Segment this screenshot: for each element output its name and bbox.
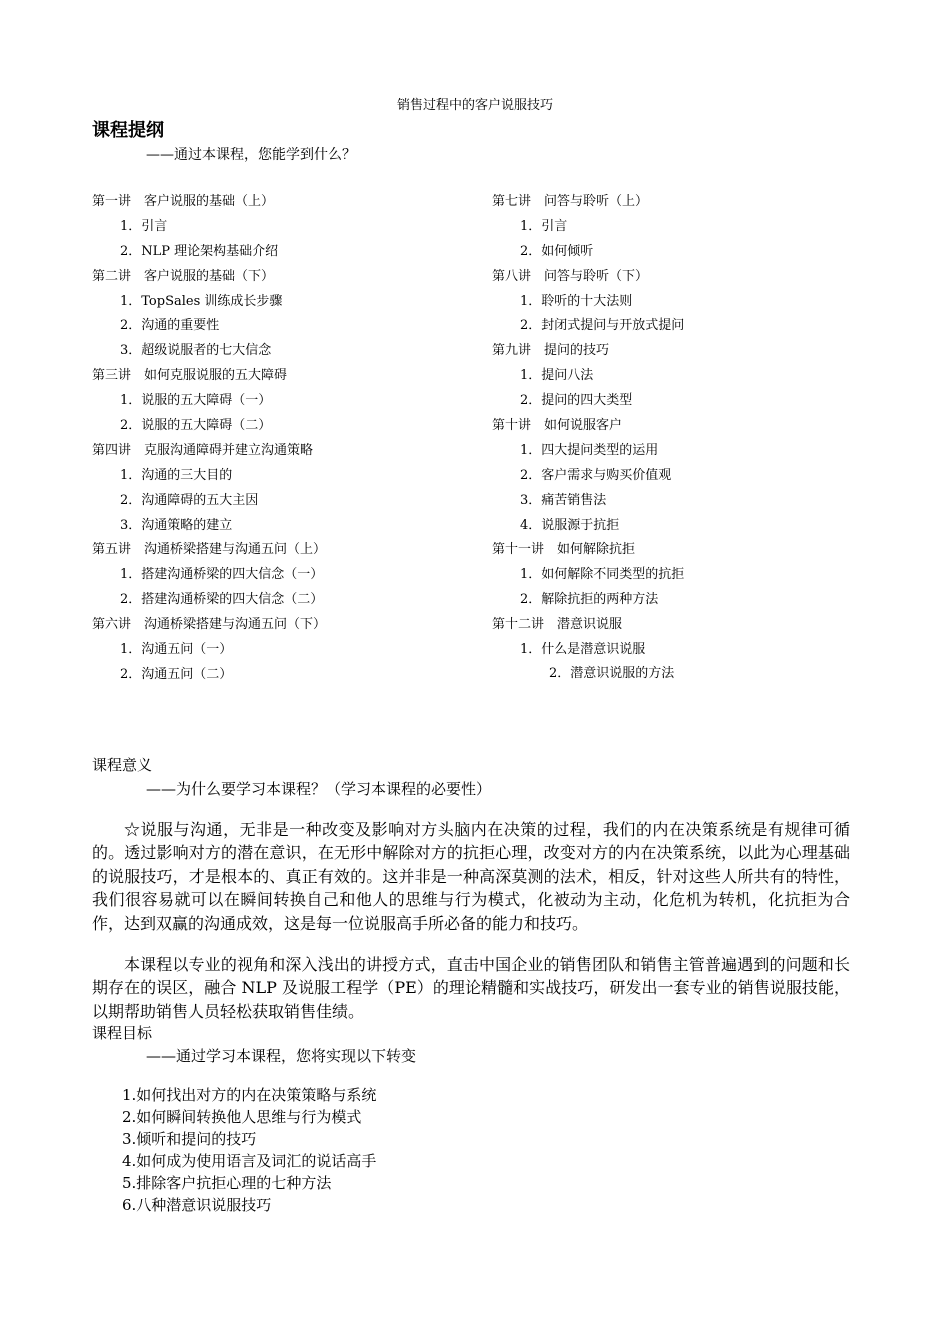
lecture-item: 2．说服的五大障碍（二） — [120, 418, 272, 434]
significance-subtitle: ——为什么要学习本课程？（学习本课程的必要性） — [146, 780, 492, 798]
lecture-item: 3．痛苦销售法 — [520, 492, 607, 508]
lecture-title: 第三讲 如何克服说服的五大障碍 — [92, 368, 288, 384]
lecture-item: 1．提问八法 — [520, 368, 594, 384]
lecture-item: 1．说服的五大障碍（一） — [120, 393, 272, 409]
document-title: 销售过程中的客户说服技巧 — [396, 98, 553, 113]
goal-item: 5.排除客户抗拒心理的七种方法 — [122, 1174, 332, 1192]
lecture-item: 2．解除抗拒的两种方法 — [520, 592, 659, 608]
lecture-title: 第一讲 客户说服的基础（上） — [92, 194, 275, 209]
lecture-title: 第二讲 客户说服的基础（下） — [92, 268, 275, 284]
lecture-item: 3．超级说服者的七大信念 — [120, 343, 272, 359]
goals-subtitle: ——通过学习本课程，您将实现以下转变 — [146, 1047, 417, 1065]
lecture-item: 1．沟通的三大目的 — [120, 467, 233, 483]
lecture-item: 1．什么是潜意识说服 — [520, 642, 646, 658]
lecture-title: 第七讲 问答与聆听（上） — [492, 194, 649, 209]
lecture-item: 1．四大提问类型的运用 — [520, 442, 659, 458]
lecture-item: 2．潜意识说服的方法 — [549, 665, 675, 681]
lecture-title: 第十二讲 潜意识说服 — [492, 617, 623, 633]
lecture-title: 第四讲 克服沟通障碍并建立沟通策略 — [92, 442, 314, 458]
lecture-item: 2．客户需求与购买价值观 — [520, 467, 672, 483]
lecture-title: 第十一讲 如何解除抗拒 — [492, 542, 636, 558]
goal-item: 1.如何找出对方的内在决策策略与系统 — [122, 1086, 377, 1104]
lecture-title: 第八讲 问答与聆听（下） — [492, 268, 649, 284]
lecture-title: 第五讲 沟通桥梁搭建与沟通五问（上） — [92, 542, 327, 558]
outline-left-column — [92, 190, 326, 688]
goals-heading: 课程目标 — [92, 1024, 153, 1042]
lecture-item: 2．NLP 理论架构基础介绍 — [120, 243, 279, 259]
goal-item: 2.如何瞬间转换他人思维与行为模式 — [122, 1108, 362, 1126]
lecture-item: 2．沟通的重要性 — [120, 318, 220, 334]
outline-subtitle: ——通过本课程，您能学到什么？ — [146, 147, 356, 163]
outline-heading: 课程提纲 — [92, 120, 164, 141]
lecture-item: 1．搭建沟通桥梁的四大信念（一） — [120, 567, 324, 583]
lecture-item: 2．沟通障碍的五大主因 — [120, 492, 259, 508]
lecture-item: 2．搭建沟通桥梁的四大信念（二） — [120, 592, 324, 608]
goals-list — [122, 1084, 376, 1216]
lecture-item: 1．引言 — [520, 218, 568, 234]
lecture-item: 3．沟通策略的建立 — [120, 517, 233, 533]
goal-item: 6.八种潜意识说服技巧 — [122, 1196, 272, 1214]
lecture-item: 1．如何解除不同类型的抗拒 — [520, 567, 685, 583]
lecture-item: 1．引言 — [120, 218, 168, 234]
lecture-item: 4．说服源于抗拒 — [520, 517, 620, 533]
goal-item: 4.如何成为使用语言及词汇的说话高手 — [122, 1152, 377, 1170]
lecture-item: 1．聆听的十大法则 — [520, 293, 633, 309]
lecture-item: 2．沟通五问（二） — [120, 666, 233, 682]
significance-heading: 课程意义 — [92, 756, 153, 774]
significance-paragraph-2: 本课程以专业的视角和深入浅出的讲授方式，直击中国企业的销售团队和销售主管普遍遇到的问题和长期存在的误区，融合 NLP 及说服工程学（PE）的理论精髓和实战技巧，研发出一套专业的销售说服技能，以期帮助销售人员轻松获取销售佳绩。 — [92, 955, 850, 1021]
significance-paragraph-1: ☆说服与沟通，无非是一种改变及影响对方头脑内在决策的过程，我们的内在决策系统是有规律可循的。透过影响对方的潜在意识，在无形中解除对方的抗拒心理，改变对方的内在决策系统，以此为心理基础的说服技巧，才是根本的、真正有效的。这并非是一种高深莫测的法术，相反，针对这些人所共有的特性，我们很容易就可以在瞬间转换自己和他人的思维与行为模式，化被动为主动，化危机为转机，化抗拒为合作，达到双赢的沟通成效，这是每一位说服高手所必备的能力和技巧。 — [92, 820, 850, 933]
lecture-title: 第九讲 提问的技巧 — [492, 343, 610, 359]
lecture-item: 2．封闭式提问与开放式提问 — [520, 318, 685, 334]
lecture-title: 第十讲 如何说服客户 — [492, 418, 623, 434]
goal-item: 3.倾听和提问的技巧 — [122, 1130, 257, 1148]
lecture-item: 2．提问的四大类型 — [520, 393, 633, 409]
lecture-item: 1．沟通五问（一） — [120, 642, 233, 658]
lecture-item: 2．如何倾听 — [520, 243, 594, 259]
outline-right-column — [492, 190, 684, 685]
lecture-item: 1．TopSales 训练成长步骤 — [120, 293, 283, 309]
lecture-title: 第六讲 沟通桥梁搭建与沟通五问（下） — [92, 617, 327, 633]
